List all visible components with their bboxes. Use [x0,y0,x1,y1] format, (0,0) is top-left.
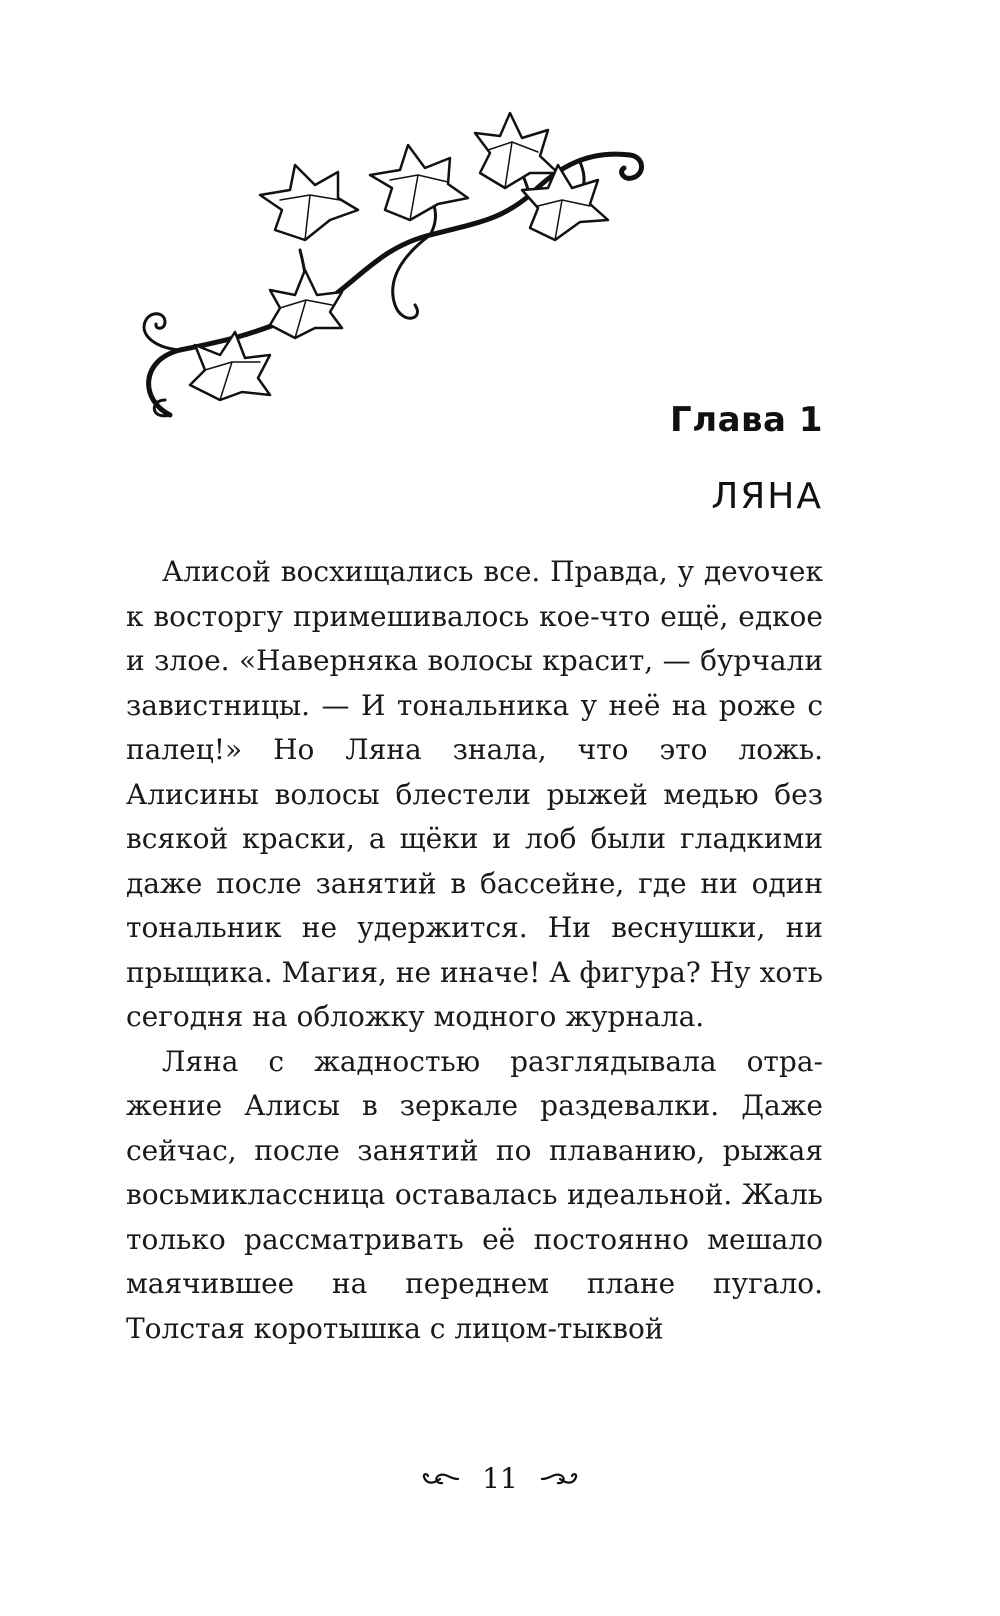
page-number: 11 [482,1462,518,1495]
page-footer [0,1462,1000,1495]
flourish-icon [420,1469,460,1489]
flourish-icon [540,1469,580,1489]
paragraph: Алисой восхищались все. Правда, у деvoчек к восторгу примешивалось кое-что ещё, едкое и злое. «Наверняка волосы красит, — бурчали завистницы. — И тональника у неё на роже с палец!» Но Ляна знала, что это ложь. Алисины волосы блестели рыжей медью без всякой краски, а щёки и лоб были гладкими даже после занятий в бассейне, где ни один тональник не удержится. Ни веснушки, ни прыщика. Магия, не иначе! А фигура? Ну хоть сегодня на обложку модного журнала. [126,555,823,1033]
body-text [126,550,823,1351]
ivy-vine-illustration [110,100,670,440]
paragraph: Ляна с жадностью разглядывала отражение Алисы в зеркале раздевалки. Даже сейчас, после занятий по плаванию, рыжая восьмиклассница оставалась идеальной. Жаль только рассматривать её постоянно мешало маячившее на переднем плане пугало. Толстая коротышка с лицом-тыквой [126,1044,823,1345]
chapter-title: ЛЯНА [711,476,823,517]
chapter-label: Глава 1 [670,400,823,440]
